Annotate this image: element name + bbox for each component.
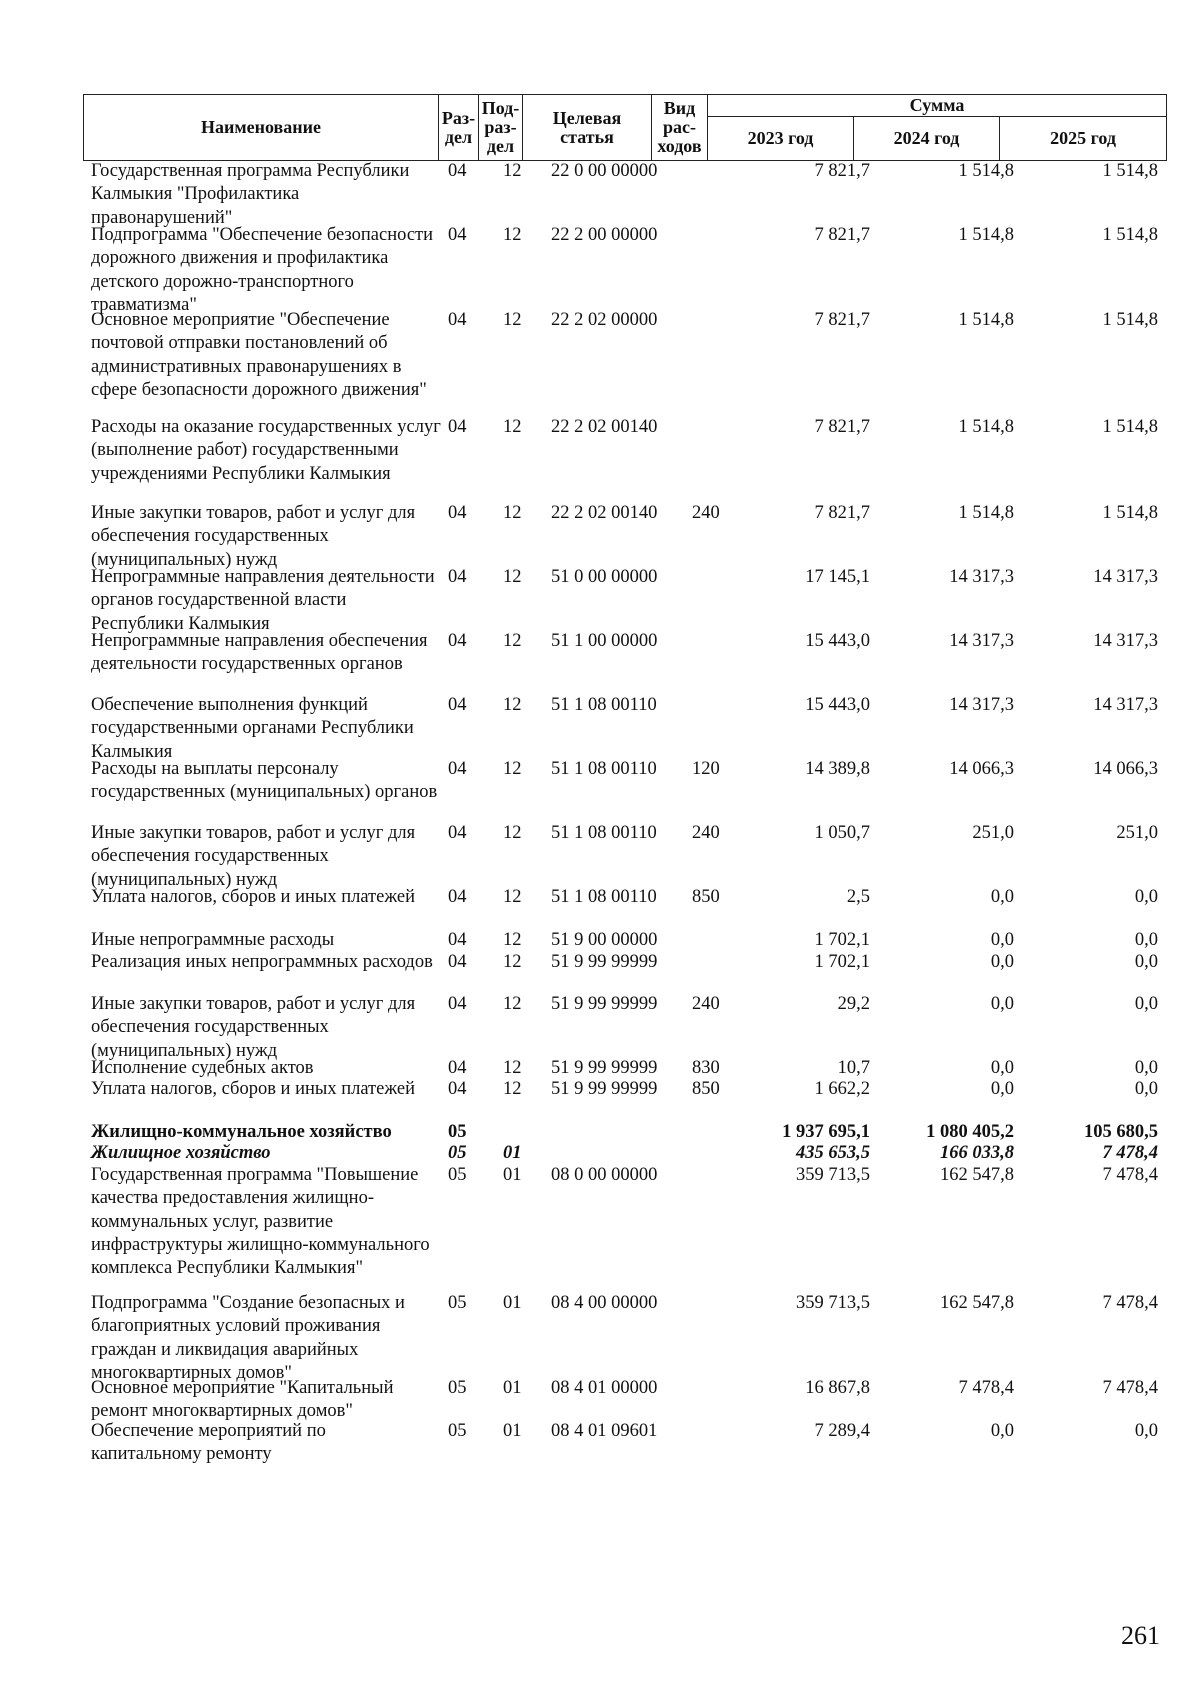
row-podrazdel: 12 bbox=[503, 310, 522, 330]
row-name: Основное мероприятие "Капитальный ремонт многоквартирных домов" bbox=[91, 1378, 394, 1422]
row-sum-2023: 10,7 bbox=[837, 1058, 870, 1078]
row-podrazdel: 12 bbox=[503, 225, 522, 245]
row-cel-statya: 51 1 08 00110 bbox=[551, 759, 657, 779]
row-razdel: 04 bbox=[448, 823, 467, 843]
row-sum-2023: 15 443,0 bbox=[805, 695, 870, 715]
row-vid-rashodov: 850 bbox=[692, 887, 720, 907]
row-sum-2023: 2,5 bbox=[846, 887, 870, 907]
row-razdel: 05 bbox=[448, 1143, 467, 1163]
row-cel-statya: 51 9 99 99999 bbox=[551, 952, 658, 972]
row-sum-2025: 14 317,3 bbox=[1093, 631, 1158, 651]
row-name: Расходы на выплаты персоналу государственных (муниципальных) органов bbox=[91, 759, 438, 803]
row-razdel: 04 bbox=[448, 695, 467, 715]
row-podrazdel: 12 bbox=[503, 417, 522, 437]
row-sum-2025: 14 066,3 bbox=[1093, 759, 1158, 779]
row-sum-2024: 0,0 bbox=[990, 994, 1014, 1014]
row-podrazdel: 12 bbox=[503, 567, 522, 587]
row-vid-rashodov: 240 bbox=[692, 503, 720, 523]
row-sum-2023: 7 821,7 bbox=[814, 503, 870, 523]
row-cel-statya: 51 9 99 99999 bbox=[551, 1079, 658, 1099]
row-podrazdel: 01 bbox=[503, 1378, 522, 1398]
row-podrazdel: 12 bbox=[503, 994, 522, 1014]
row-podrazdel: 12 bbox=[503, 887, 522, 907]
row-cel-statya: 51 1 08 00110 bbox=[551, 887, 657, 907]
row-podrazdel: 12 bbox=[503, 1058, 522, 1078]
row-cel-statya: 51 1 08 00110 bbox=[551, 695, 657, 715]
row-sum-2024: 1 514,8 bbox=[958, 417, 1014, 437]
header-podrazdel: Под- раз- дел bbox=[479, 95, 523, 161]
row-sum-2023: 15 443,0 bbox=[805, 631, 870, 651]
row-sum-2025: 1 514,8 bbox=[1102, 310, 1158, 330]
row-cel-statya: 22 2 02 00140 bbox=[551, 417, 658, 437]
header-year-2025: 2025 год bbox=[1000, 117, 1167, 161]
row-sum-2023: 1 702,1 bbox=[814, 930, 870, 950]
row-sum-2025: 1 514,8 bbox=[1102, 417, 1158, 437]
row-sum-2025: 0,0 bbox=[1134, 887, 1158, 907]
row-sum-2025: 0,0 bbox=[1134, 994, 1158, 1014]
row-cel-statya: 51 9 99 99999 bbox=[551, 994, 658, 1014]
header-razdel: Раз- дел bbox=[439, 95, 479, 161]
row-sum-2025: 251,0 bbox=[1116, 823, 1158, 843]
row-podrazdel: 01 bbox=[503, 1165, 522, 1185]
row-name: Реализация иных непрограммных расходов bbox=[91, 952, 433, 972]
row-razdel: 04 bbox=[448, 1079, 467, 1099]
row-sum-2025: 14 317,3 bbox=[1093, 567, 1158, 587]
row-vid-rashodov: 830 bbox=[692, 1058, 720, 1078]
row-podrazdel: 01 bbox=[503, 1421, 522, 1441]
row-razdel: 04 bbox=[448, 161, 467, 181]
row-sum-2023: 359 713,5 bbox=[796, 1165, 870, 1185]
row-cel-statya: 08 4 00 00000 bbox=[551, 1293, 658, 1313]
row-name: Иные закупки товаров, работ и услуг для обеспечения государственных (муниципальных) нужд bbox=[91, 823, 416, 890]
row-sum-2023: 7 289,4 bbox=[814, 1421, 870, 1441]
row-podrazdel: 01 bbox=[503, 1293, 522, 1313]
row-sum-2025: 1 514,8 bbox=[1102, 503, 1158, 523]
row-cel-statya: 08 4 01 09601 bbox=[551, 1421, 658, 1441]
row-vid-rashodov: 850 bbox=[692, 1079, 720, 1099]
row-sum-2023: 7 821,7 bbox=[814, 161, 870, 181]
row-cel-statya: 51 0 00 00000 bbox=[551, 567, 658, 587]
row-razdel: 05 bbox=[448, 1165, 467, 1185]
row-sum-2025: 7 478,4 bbox=[1102, 1165, 1158, 1185]
row-sum-2024: 0,0 bbox=[990, 887, 1014, 907]
row-sum-2024: 166 033,8 bbox=[940, 1143, 1014, 1163]
header-name: Наименование bbox=[84, 95, 439, 161]
row-razdel: 04 bbox=[448, 1058, 467, 1078]
row-razdel: 04 bbox=[448, 759, 467, 779]
row-sum-2024: 0,0 bbox=[990, 952, 1014, 972]
row-podrazdel: 12 bbox=[503, 930, 522, 950]
row-sum-2024: 1 514,8 bbox=[958, 503, 1014, 523]
row-sum-2024: 0,0 bbox=[990, 930, 1014, 950]
row-sum-2025: 7 478,4 bbox=[1102, 1293, 1158, 1313]
row-podrazdel: 12 bbox=[503, 1079, 522, 1099]
row-sum-2023: 435 653,5 bbox=[796, 1143, 870, 1163]
row-name: Иные закупки товаров, работ и услуг для обеспечения государственных (муниципальных) нужд bbox=[91, 994, 416, 1061]
row-sum-2024: 162 547,8 bbox=[940, 1293, 1014, 1313]
row-name: Государственная программа Республики Калмыкия "Профилактика правонарушений" bbox=[91, 161, 410, 228]
row-razdel: 04 bbox=[448, 952, 467, 972]
row-sum-2024: 7 478,4 bbox=[958, 1378, 1014, 1398]
row-sum-2024: 14 317,3 bbox=[949, 631, 1014, 651]
row-razdel: 04 bbox=[448, 225, 467, 245]
row-sum-2024: 0,0 bbox=[990, 1079, 1014, 1099]
row-razdel: 04 bbox=[448, 631, 467, 651]
row-sum-2023: 17 145,1 bbox=[805, 567, 870, 587]
row-sum-2023: 7 821,7 bbox=[814, 310, 870, 330]
row-sum-2023: 359 713,5 bbox=[796, 1293, 870, 1313]
row-sum-2025: 0,0 bbox=[1134, 930, 1158, 950]
row-sum-2024: 162 547,8 bbox=[940, 1165, 1014, 1185]
row-podrazdel: 01 bbox=[503, 1143, 522, 1163]
row-sum-2024: 0,0 bbox=[990, 1058, 1014, 1078]
header-summa: Сумма bbox=[708, 95, 1167, 117]
row-razdel: 05 bbox=[448, 1421, 467, 1441]
row-name: Жилищно-коммунальное хозяйство bbox=[91, 1122, 392, 1142]
row-podrazdel: 12 bbox=[503, 695, 522, 715]
row-sum-2023: 1 937 695,1 bbox=[782, 1122, 870, 1142]
row-sum-2025: 1 514,8 bbox=[1102, 161, 1158, 181]
row-cel-statya: 08 4 01 00000 bbox=[551, 1378, 658, 1398]
row-cel-statya: 51 9 00 00000 bbox=[551, 930, 658, 950]
row-sum-2025: 105 680,5 bbox=[1084, 1122, 1158, 1142]
header-year-2024: 2024 год bbox=[854, 117, 1000, 161]
header-cel-statya: Целевая статья bbox=[523, 95, 652, 161]
row-sum-2023: 16 867,8 bbox=[805, 1378, 870, 1398]
row-razdel: 05 bbox=[448, 1122, 467, 1142]
row-podrazdel: 12 bbox=[503, 823, 522, 843]
row-razdel: 04 bbox=[448, 503, 467, 523]
row-name: Иные закупки товаров, работ и услуг для обеспечения государственных (муниципальных) нужд bbox=[91, 503, 416, 570]
row-sum-2024: 1 514,8 bbox=[958, 225, 1014, 245]
row-sum-2023: 7 821,7 bbox=[814, 225, 870, 245]
row-sum-2024: 14 317,3 bbox=[949, 695, 1014, 715]
row-cel-statya: 22 2 00 00000 bbox=[551, 225, 658, 245]
row-name: Иные непрограммные расходы bbox=[91, 930, 335, 950]
row-sum-2025: 0,0 bbox=[1134, 1421, 1158, 1441]
row-cel-statya: 22 0 00 00000 bbox=[551, 161, 658, 181]
row-cel-statya: 51 1 08 00110 bbox=[551, 823, 657, 843]
row-razdel: 05 bbox=[448, 1378, 467, 1398]
row-name: Обеспечение мероприятий по капитальному ремонту bbox=[91, 1421, 326, 1465]
row-sum-2025: 14 317,3 bbox=[1093, 695, 1158, 715]
row-razdel: 05 bbox=[448, 1293, 467, 1313]
row-sum-2023: 1 702,1 bbox=[814, 952, 870, 972]
row-vid-rashodov: 240 bbox=[692, 994, 720, 1014]
row-podrazdel: 12 bbox=[503, 631, 522, 651]
row-podrazdel: 12 bbox=[503, 759, 522, 779]
row-razdel: 04 bbox=[448, 567, 467, 587]
row-sum-2025: 0,0 bbox=[1134, 1058, 1158, 1078]
row-sum-2023: 14 389,8 bbox=[805, 759, 870, 779]
row-name: Подпрограмма "Обеспечение безопасности дорожного движения и профилактика детского дорожно-транспортного травматизма" bbox=[91, 225, 434, 315]
row-name: Обеспечение выполнения функций государственными органами Республики Калмыкия bbox=[91, 695, 414, 762]
row-cel-statya: 51 9 99 99999 bbox=[551, 1058, 658, 1078]
row-sum-2024: 1 514,8 bbox=[958, 161, 1014, 181]
row-sum-2023: 1 662,2 bbox=[814, 1079, 870, 1099]
row-razdel: 04 bbox=[448, 994, 467, 1014]
row-sum-2024: 14 317,3 bbox=[949, 567, 1014, 587]
row-sum-2024: 0,0 bbox=[990, 1421, 1014, 1441]
row-sum-2025: 1 514,8 bbox=[1102, 225, 1158, 245]
row-podrazdel: 12 bbox=[503, 161, 522, 181]
row-sum-2025: 7 478,4 bbox=[1102, 1378, 1158, 1398]
row-name: Государственная программа "Повышение качества предоставления жилищно-коммунальных услуг, развитие инфраструктуры жилищно-коммунального комплекса Республики Калмыкия" bbox=[91, 1165, 430, 1279]
row-name: Подпрограмма "Создание безопасных и благоприятных условий проживания граждан и ликвидация аварийных многоквартирных домов" bbox=[91, 1293, 405, 1383]
row-name: Жилищное хозяйство bbox=[91, 1143, 271, 1163]
row-name: Основное мероприятие "Обеспечение почтовой отправки постановлений об административных правонарушениях в сфере безопасности дорожного движения" bbox=[91, 310, 427, 400]
row-razdel: 04 bbox=[448, 417, 467, 437]
row-podrazdel: 12 bbox=[503, 952, 522, 972]
row-cel-statya: 22 2 02 00000 bbox=[551, 310, 658, 330]
page-number: 261 bbox=[1121, 1621, 1160, 1650]
row-cel-statya: 51 1 00 00000 bbox=[551, 631, 658, 651]
row-vid-rashodov: 240 bbox=[692, 823, 720, 843]
row-name: Уплата налогов, сборов и иных платежей bbox=[91, 887, 416, 907]
header-year-2023: 2023 год bbox=[708, 117, 854, 161]
row-name: Непрограммные направления обеспечения деятельности государственных органов bbox=[91, 631, 428, 675]
row-name: Уплата налогов, сборов и иных платежей bbox=[91, 1079, 416, 1099]
row-sum-2024: 14 066,3 bbox=[949, 759, 1014, 779]
row-name: Исполнение судебных актов bbox=[91, 1058, 314, 1078]
row-name: Непрограммные направления деятельности органов государственной власти Республики Калмыкия bbox=[91, 567, 435, 634]
row-sum-2023: 29,2 bbox=[837, 994, 870, 1014]
row-sum-2024: 1 514,8 bbox=[958, 310, 1014, 330]
row-cel-statya: 08 0 00 00000 bbox=[551, 1165, 658, 1185]
row-razdel: 04 bbox=[448, 310, 467, 330]
row-razdel: 04 bbox=[448, 887, 467, 907]
row-sum-2023: 7 821,7 bbox=[814, 417, 870, 437]
row-razdel: 04 bbox=[448, 930, 467, 950]
row-sum-2025: 0,0 bbox=[1134, 1079, 1158, 1099]
row-name: Расходы на оказание государственных услуг (выполнение работ) государственными учреждениями Республики Калмыкия bbox=[91, 417, 441, 484]
row-sum-2025: 7 478,4 bbox=[1102, 1143, 1158, 1163]
row-cel-statya: 22 2 02 00140 bbox=[551, 503, 658, 523]
header-vid-rashodov: Вид рас- ходов bbox=[652, 95, 708, 161]
row-sum-2023: 1 050,7 bbox=[814, 823, 870, 843]
row-sum-2025: 0,0 bbox=[1134, 952, 1158, 972]
row-podrazdel: 12 bbox=[503, 503, 522, 523]
row-sum-2024: 251,0 bbox=[972, 823, 1014, 843]
row-vid-rashodov: 120 bbox=[692, 759, 720, 779]
row-sum-2024: 1 080 405,2 bbox=[926, 1122, 1014, 1142]
